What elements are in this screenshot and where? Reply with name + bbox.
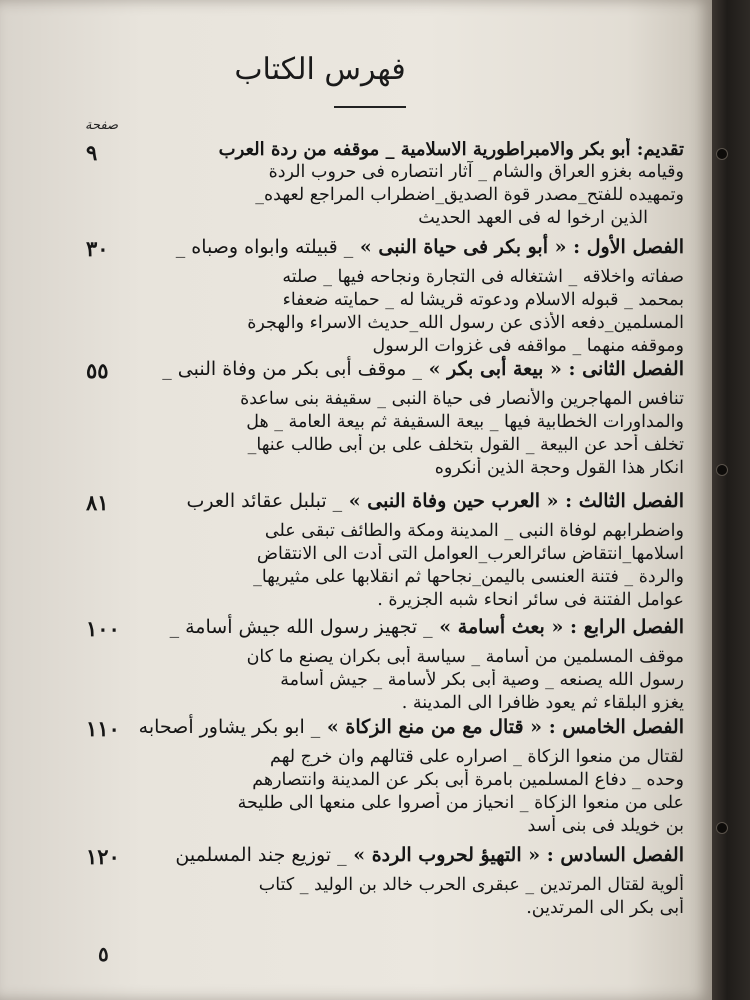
entry-page-number: ٨١ <box>86 490 109 515</box>
entry-page-number: ١٠٠ <box>86 616 120 641</box>
toc-entry-chapter-1 <box>86 236 684 358</box>
entry-line: على من منعوا الزكاة _ انحياز من أصروا على منعها الى طليحة <box>237 793 684 813</box>
chapter-name: « أبو بكر فى حياة النبى » <box>359 236 567 258</box>
entry-line: _ قبيلته وابواه وصباه _ <box>175 236 354 258</box>
entry-line: وموقفه منهما _ مواقفه فى غزوات الرسول <box>372 336 684 356</box>
chapter-heading: الفصل الرابع : <box>569 616 684 638</box>
entry-page-number: ٣٠ <box>86 236 109 261</box>
entry-line: بن خويلد فى بنى أسد <box>527 816 684 836</box>
chapter-heading: الفصل الثانى : <box>568 358 684 380</box>
entry-line: المسلمين_دفعه الأذى عن رسول الله_حديث الاسراء والهجرة <box>247 313 684 333</box>
chapter-name: « بعث أسامة » <box>439 616 564 638</box>
entry-line: واضطرابهم لوفاة النبى _ المدينة ومكة والطائف تبقى على <box>264 521 684 541</box>
chapter-name: « بيعة أبى بكر » <box>428 358 562 380</box>
entry-page-number: ١١٠ <box>86 716 120 741</box>
page-title: فهرس الكتاب <box>234 52 406 87</box>
entry-line: _ تجهيز رسول الله جيش أسامة _ <box>169 616 433 638</box>
entry-line: تخلف أحد عن البيعة _ القول بتخلف على بن أبى طالب عنها_ <box>247 435 684 455</box>
chapter-heading: الفصل الخامس : <box>548 716 684 738</box>
binding-hole <box>716 822 728 834</box>
binding-hole <box>716 464 728 476</box>
chapter-heading: الفصل الأول : <box>573 236 684 258</box>
toc-entry-chapter-4 <box>86 616 684 715</box>
page-number: ٥ <box>98 942 109 966</box>
chapter-name: « العرب حين وفاة النبى » <box>348 490 559 512</box>
entry-line: تنافس المهاجرين والأنصار فى حياة النبى _ سقيفة بنى ساعدة <box>240 389 684 409</box>
entry-line: الذين ارخوا له فى العهد الحديث <box>418 208 648 228</box>
entry-line: _ موقف أبى بكر من وفاة النبى _ <box>162 358 422 380</box>
entry-page-number: ١٢٠ <box>86 844 120 869</box>
chapter-name: « التهيؤ لحروب الردة » <box>353 844 541 866</box>
toc-entry-chapter-6 <box>86 844 684 920</box>
chapter-heading: الفصل السادس : <box>546 844 684 866</box>
entry-line: أبى بكر الى المرتدين. <box>526 898 684 918</box>
entry-line: _ تبلبل عقائد العرب <box>186 490 343 512</box>
entry-line: وتمهيده للفتح_مصدر قوة الصديق_اضطراب المراجع لعهده_ <box>255 185 684 205</box>
entry-page-number: ٥٥ <box>86 358 109 383</box>
chapter-heading: الفصل الثالث : <box>565 490 684 512</box>
page-column-label: صفحة <box>85 118 118 133</box>
entry-line: _ توزيع جند المسلمين <box>175 844 347 866</box>
entry-line: _ ابو بكر يشاور أصحابه <box>138 716 321 738</box>
entry-page-number: ٩ <box>86 140 98 165</box>
toc-entry-intro <box>86 138 684 230</box>
entry-line: وحده _ دفاع المسلمين بامرة أبى بكر عن المدينة وانتصارهم <box>252 770 684 790</box>
entry-line: انكار هذا القول وحجة الذين أنكروه <box>434 458 684 478</box>
toc-entry-chapter-3 <box>86 490 684 612</box>
entry-line: يغزو البلقاء ثم يعود ظافرا الى المدينة . <box>401 693 684 713</box>
entry-line: اسلامها_انتقاض سائرالعرب_العوامل التى أدت الى الانتقاض <box>256 544 684 564</box>
entry-line: والمداورات الخطابية فيها _ بيعة السقيفة ثم بيعة العامة _ هل <box>246 412 684 432</box>
entry-line: تقديم: أبو بكر والامبراطورية الاسلامية _ موقفه من ردة العرب <box>218 139 684 160</box>
entry-line: بمحمد _ قبوله الاسلام ودعوته قريشا له _ حمايته ضعفاء <box>282 290 684 310</box>
entry-line: موقف المسلمين من أسامة _ سياسة أبى بكران يصنع ما كان <box>246 647 684 667</box>
entry-line: والردة _ فتنة العنسى باليمن_نجاحها ثم انقلابها على مثيريها_ <box>253 567 684 587</box>
binding-hole <box>716 148 728 160</box>
entry-line: عوامل الفتنة فى سائر انحاء شبه الجزيرة . <box>377 590 684 610</box>
entry-line: ألوية لقتال المرتدين _ عبقرى الحرب خالد بن الوليد _ كتاب <box>258 875 684 895</box>
entry-line: صفاته واخلاقه _ اشتغاله فى التجارة ونجاحه فيها _ صلته <box>282 267 684 287</box>
toc-entry-chapter-5 <box>86 716 684 838</box>
toc-entry-chapter-2 <box>86 358 684 480</box>
entry-line: لقتال من منعوا الزكاة _ اصراره على قتالهم وان خرج لهم <box>270 747 684 767</box>
entry-line: وقيامه بغزو العراق والشام _ آثار انتصاره فى حروب الردة <box>268 162 684 182</box>
chapter-name: « قتال مع من منع الزكاة » <box>326 716 543 738</box>
title-underline <box>334 106 406 108</box>
entry-line: رسول الله يصنعه _ وصية أبى بكر لأسامة _ جيش أسامة <box>280 670 684 690</box>
